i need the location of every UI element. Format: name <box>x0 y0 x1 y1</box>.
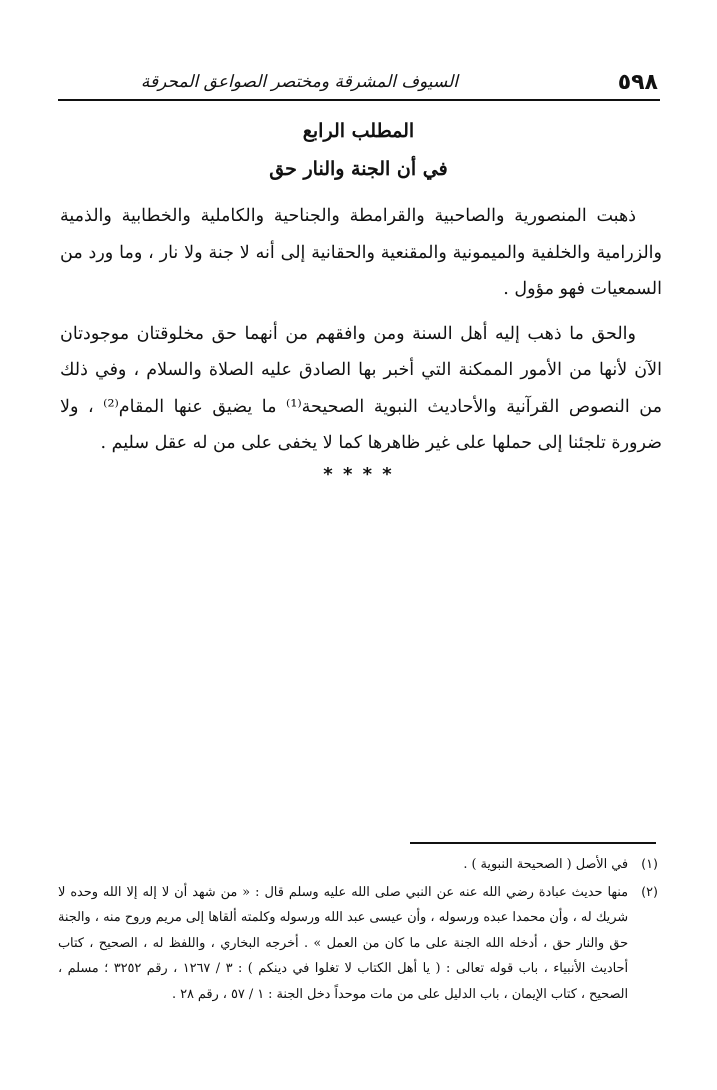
page-number: ٥٩٨ <box>617 70 658 95</box>
header-rule <box>58 99 660 101</box>
footnote-1-text: في الأصل ( الصحيحة النبوية ) . <box>463 857 628 872</box>
running-title: السيوف المشرقة ومختصر الصواعق المحرقة <box>140 72 458 92</box>
section-subtitle: في أن الجنة والنار حق <box>269 158 448 180</box>
section-separator: * * * * <box>323 464 394 485</box>
footnote-1 <box>58 852 658 878</box>
footnote-2-text: منها حديث عبادة رضي الله عنه عن النبي صلى الله عليه وسلم قال : « من شهد أن لا إله إلا الله وحده لا شريك له ، وأن محمدا عبده ورسوله ، وأن عيسى عبد الله ورسوله وكلمته ألقاها إلى مريم وروح منه ، والجنة حق والنار حق ، أدخله الله الجنة على ما كان من العمل » . أخرجه البخاري ، واللفظ له ، الصحيح ، كتاب أحاديث الأنبياء ، باب قوله تعالى : ( يا أهل الكتاب لا تغلوا في دينكم ) : ٣ / ١٢٦٧ ، رقم ٣٢٥٢ ؛ مسلم ، الصحيح ، كتاب الإيمان ، باب الدليل على من مات موحداً دخل الجنة : ١ / ٥٧ ، رقم ٢٨ . <box>58 884 628 1002</box>
footnote-1-number: (١) <box>641 857 658 872</box>
footnote-rule <box>410 842 656 844</box>
body-text <box>60 198 662 462</box>
section-title: المطلب الرابع <box>302 120 415 142</box>
footnotes <box>58 852 658 1007</box>
footnote-2-number: (٢) <box>641 884 658 900</box>
body-paragraph-2: والحق ما ذهب إليه أهل السنة ومن وافقهم من أنهما حق مخلوقتان موجودتان الآن لأنها من الأمور الممكنة التي أخبر بها الصادق عليه الصلاة والسلام ، وفي ذلك من النصوص القرآنية والأحاديث النبوية الصحيحة⁽¹⁾ ما يضيق عنها المقام⁽²⁾ ، ولا ضرورة تلجئنا إلى حملها على غير ظاهرها كما لا يخفى على من له عقل سليم . <box>60 323 662 453</box>
body-paragraph-1: ذهبت المنصورية والصاحبية والقرامطة والجناحية والكاملية والخطابية والذمية والزرامية والخلفية والميمونية والمقنعية والحقانية إلى أنه لا جنة ولا نار ، وما ورد من السمعيات فهو مؤول . <box>60 206 662 299</box>
footnote-2 <box>58 880 658 1008</box>
